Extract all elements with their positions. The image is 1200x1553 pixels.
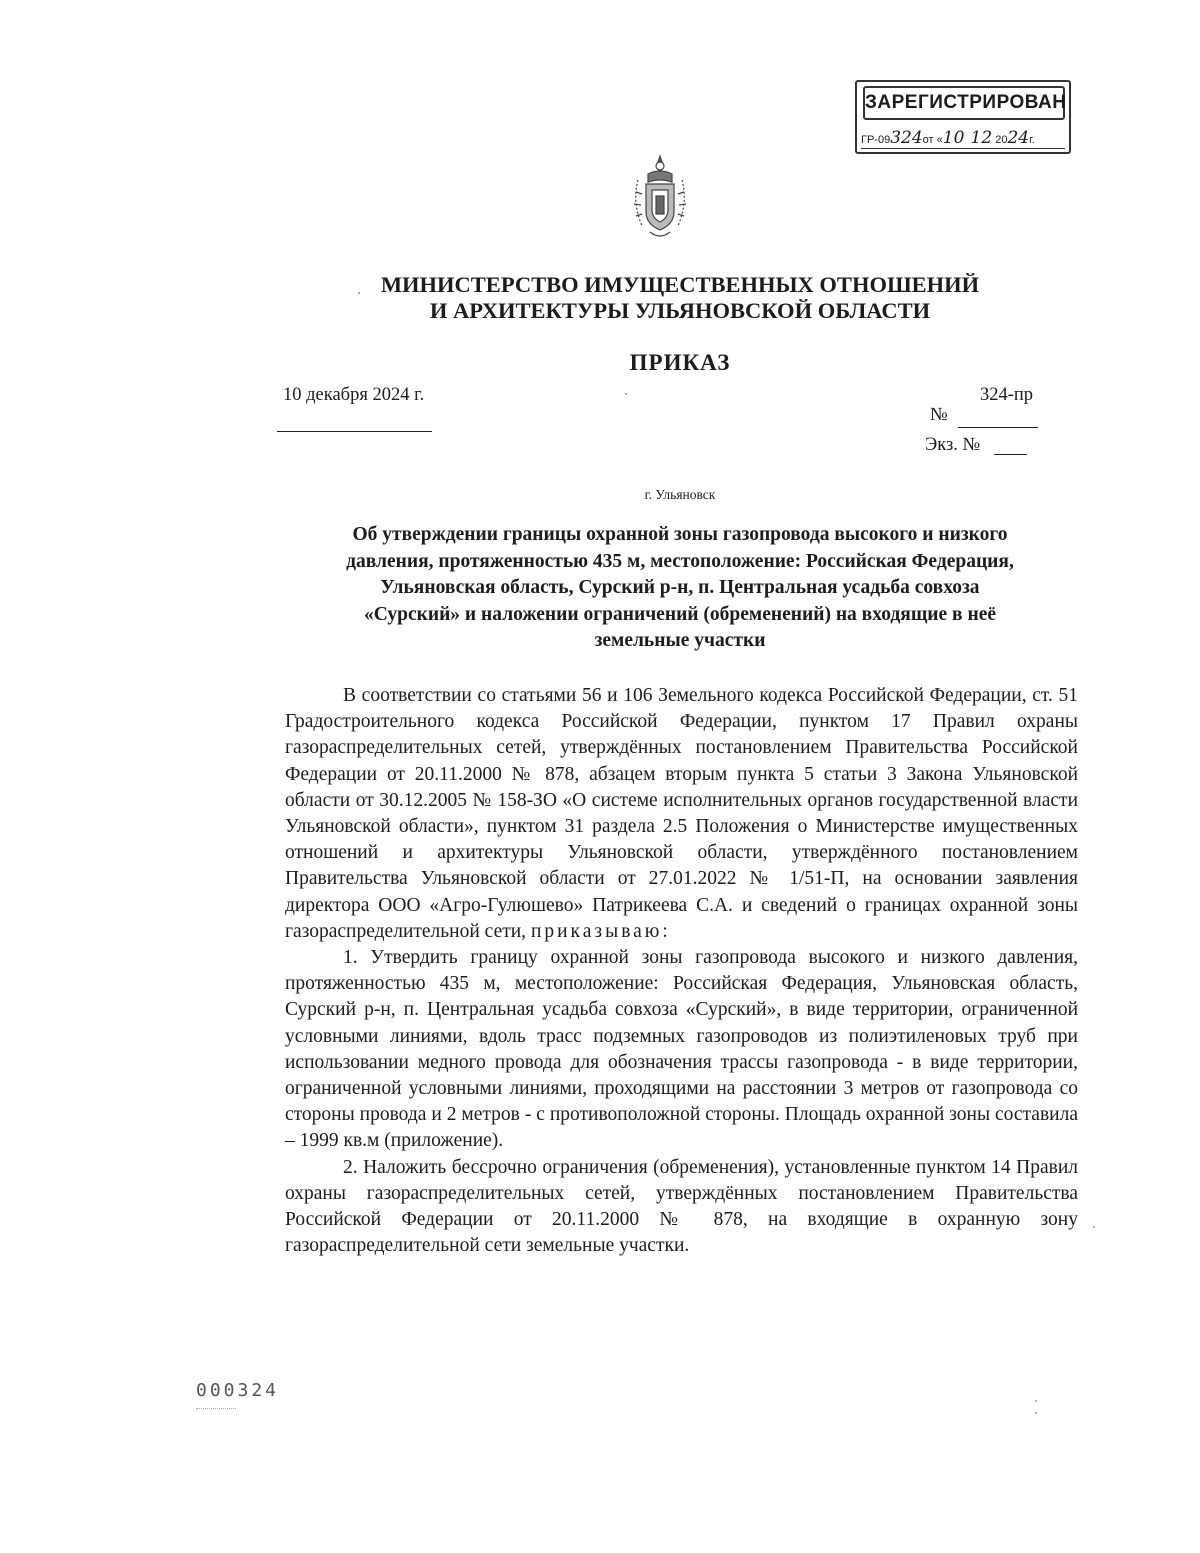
- date-underline: [277, 431, 432, 432]
- subject-line-2: давления, протяженностью 435 м, местоположение: Российская Федерация,: [346, 550, 1014, 572]
- order-date: 10 декабря 2024 г.: [283, 385, 425, 405]
- stamp-month: 12: [970, 128, 993, 148]
- subject-line-4: «Сурский» и наложении ограничений (обременений) на входящие в неё: [364, 603, 996, 625]
- stamp-year-suffix: г.: [1029, 134, 1035, 146]
- ministry-line-1: МИНИСТЕРСТВО ИМУЩЕСТВЕННЫХ ОТНОШЕНИЙ: [380, 272, 980, 297]
- scan-speck: [1035, 1412, 1037, 1414]
- order-subject: [272, 522, 1088, 655]
- ministry-line-2: И АРХИТЕКТУРЫ УЛЬЯНОВСКОЙ ОБЛАСТИ: [429, 298, 931, 323]
- registration-stamp: [855, 80, 1071, 154]
- stamp-reg-number: 324: [890, 128, 923, 148]
- order-number-label: №: [930, 405, 948, 425]
- stamp-prefix: ГР-09: [861, 134, 891, 146]
- stamp-title: ЗАРЕГИСТРИРОВАН: [863, 86, 1065, 120]
- scan-speck: [625, 393, 627, 395]
- scan-speck: [1093, 1226, 1095, 1228]
- scan-speck: [358, 292, 360, 294]
- city: г. Ульяновск: [644, 487, 716, 502]
- subject-line-1: Об утверждении границы охранной зоны газопровода высокого и низкого: [352, 524, 1008, 545]
- subject-line-5: земельные участки: [594, 630, 766, 651]
- order-number: 324-пр: [980, 385, 1034, 405]
- preamble-text: В соответствии со статьями 56 и 106 Земельного кодекса Российской Федерации, ст. 51 Градостроительного кодекса Российской Федерации, пунктом 17 Правил охраны газораспределительных сетей, утверждённых постановлением Правительства Российской Федерации от 20.11.2000 № 878, абзацем вторым пункта 5 статьи 3 Закона Ульяновской области от 30.12.2005 № 158-ЗО «О системе исполнительных органов государственной власти Ульяновской области», пунктом 31 раздела 2.5 Положения о Министерстве имущественных отношений и архитектуры Ульяновской области, утверждённого постановлением Правительства Ульяновской области от 27.01.2022 № 1/51-П, на основании заявления директора ООО «Агро-Гулюшево» Патрикеева С.А. и сведений о границах охранной зоны газораспределительной сети,: [285, 685, 1078, 942]
- document-type: ПРИКАЗ: [629, 350, 731, 375]
- stamp-year: 24: [1007, 128, 1030, 148]
- serial-number: 000324: [196, 1380, 280, 1401]
- preamble-paragraph: [285, 683, 1078, 945]
- ministry-name: [300, 272, 1060, 324]
- item-1-paragraph: 1. Утвердить границу охранной зоны газопровода высокого и низкого давления, протяженностью 435 м, местоположение: Российская Федерация, Ульяновская область, Сурский р-н, п. Центральная усадьба совхоза «Сурский», в виде территории, ограниченной условными линиями, вдоль трасс подземных газопроводов из полиэтиленовых труб при использовании медного провода для обозначения трассы газопровода - в виде территории, ограниченной условными линиями, проходящими на расстоянии 3 метров от газопровода со стороны провода и 2 метров - с противоположной стороны. Площадь охранной зоны составила – 1999 кв.м (приложение).: [285, 947, 1078, 1152]
- stamp-of-label: от «: [922, 134, 943, 146]
- order-colon: :: [662, 920, 668, 942]
- serial-underline: [196, 1408, 236, 1409]
- item-2-paragraph: 2. Наложить бессрочно ограничения (обременения), установленные пунктом 14 Правил охраны газораспределительных сетей, утверждённых постановлением Правительства Российской Федерации от 20.11.2000 № 878, на входящие в охранную зону газораспределительной сети земельные участки.: [285, 1156, 1078, 1257]
- stamp-day: 10: [942, 128, 965, 148]
- order-number-underline: [958, 427, 1038, 428]
- coat-of-arms-icon: [628, 152, 692, 242]
- copy-number-label: Экз. №: [925, 435, 981, 455]
- stamp-registration-line: [861, 128, 1065, 149]
- subject-line-3: Ульяновская область, Сурский р-н, п. Центральная усадьба совхоза: [380, 577, 980, 598]
- order-body: [285, 683, 1078, 1259]
- copy-number-underline: [994, 454, 1027, 455]
- stamp-year-prefix: 20: [995, 134, 1008, 146]
- scan-speck: [1035, 1400, 1037, 1402]
- order-word: приказываю: [530, 920, 663, 942]
